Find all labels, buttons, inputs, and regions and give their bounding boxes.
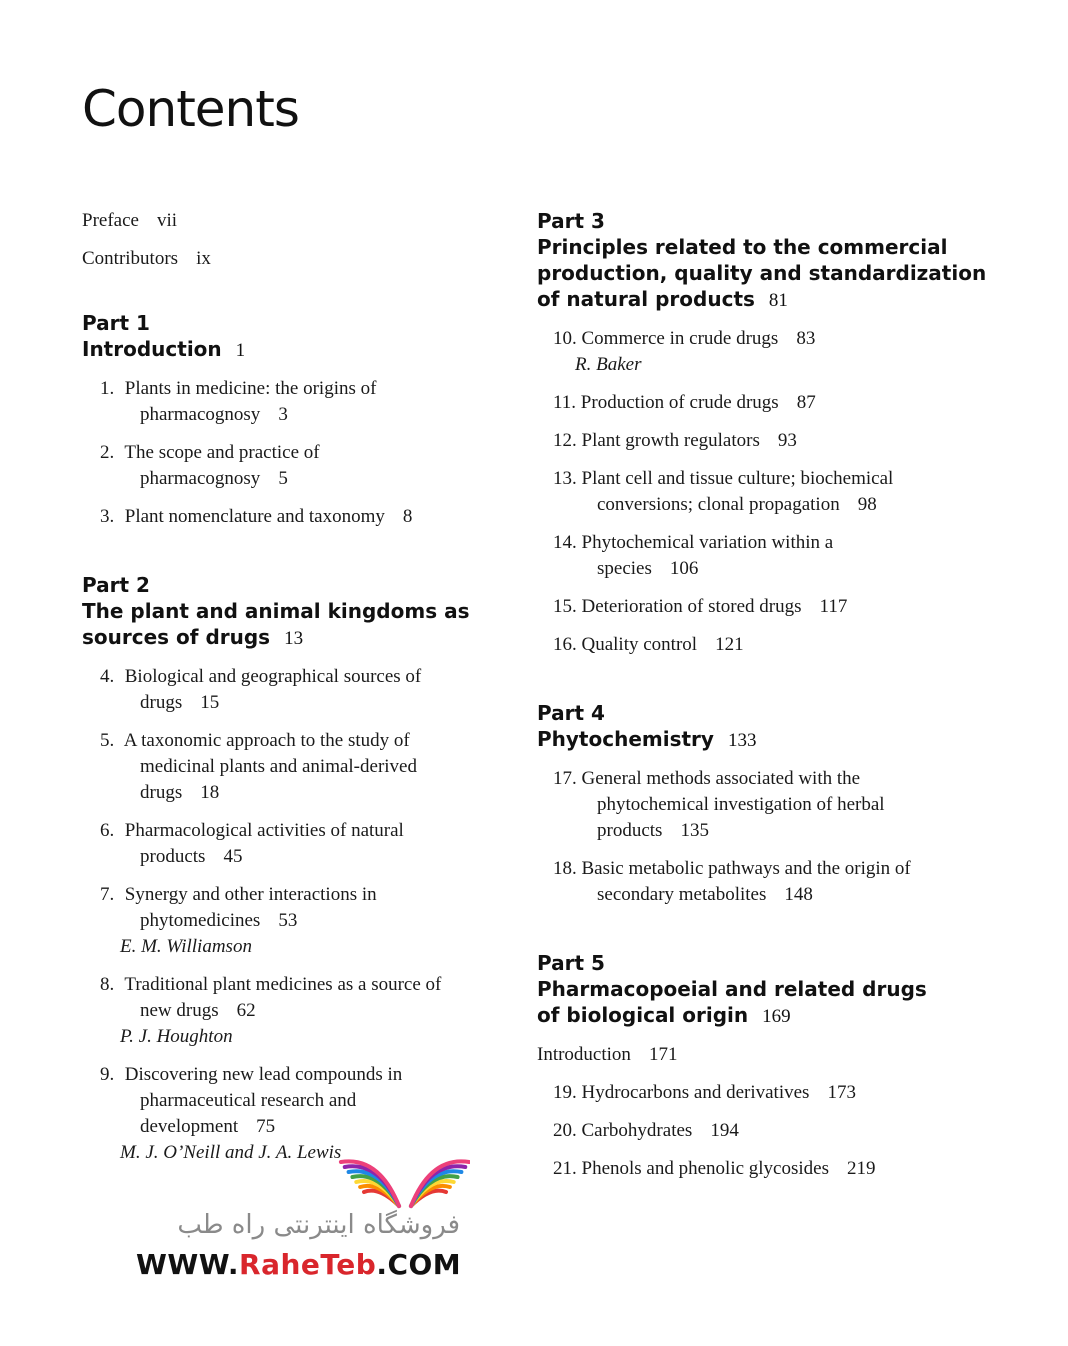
part-title-line [537, 260, 997, 286]
chapter-title-line: Production of crude drugs [580, 392, 779, 413]
chapter-entry [537, 1156, 997, 1182]
page-number: 171 [648, 1044, 678, 1065]
chapter-author: P. J. Houghton [120, 1026, 233, 1047]
watermark-persian-text: فروشگاه اینترنتی راه طب [177, 1210, 460, 1240]
chapter-title-line: Hydrocarbons and derivatives [581, 1082, 810, 1103]
chapter-author: R. Baker [575, 354, 642, 375]
chapter-entry [537, 856, 997, 908]
part-title-line [82, 336, 502, 364]
page-number: 53 [278, 910, 298, 931]
chapter-entry: 7. Synergy and other interactions in phytomedicines 53 E. M. Williamson [82, 882, 502, 960]
chapter-entry: 2. The scope and practice of pharmacognosy 5 [100, 442, 320, 489]
page-number: 87 [796, 392, 816, 413]
chapter-title-line: conversions; clonal propagation [597, 494, 840, 515]
page-number: ix [196, 248, 211, 269]
part-title-text: Pharmacopoeial and related drugs [537, 977, 927, 1001]
contents-right-column [537, 208, 997, 1194]
chapter-entry: 3. Plant nomenclature and taxonomy 8 [100, 506, 413, 527]
page-number: 121 [715, 634, 744, 655]
chapter-title-line: Phenols and phenolic glycosides [581, 1158, 829, 1179]
part-title-line [537, 726, 997, 754]
page-number: 13 [284, 628, 304, 649]
entry-label: Preface [82, 210, 139, 231]
part-block [82, 310, 502, 530]
part-heading [82, 310, 502, 364]
chapter-title-line: Deterioration of stored drugs [581, 596, 802, 617]
part-title-text: Phytochemistry [537, 727, 714, 751]
chapter-author: M. J. O’Neill and J. A. Lewis [120, 1142, 342, 1163]
chapter-title-line: drugs [140, 692, 183, 713]
chapter-title-line: species [597, 558, 652, 579]
chapter-number: 21. [553, 1158, 577, 1179]
chapter-entry [537, 766, 997, 844]
part-title-line [537, 234, 997, 260]
chapter-entry [537, 326, 997, 378]
part-label: Part 2 [82, 573, 150, 597]
entry-label: Contributors [82, 248, 179, 269]
url-brand: RaheTeb [239, 1248, 377, 1281]
page-number: 83 [796, 328, 816, 349]
watermark [130, 1148, 470, 1288]
part-title-text: production, quality and standardization [537, 261, 987, 285]
part-title-text: The plant and animal kingdoms as [82, 599, 470, 623]
entry-label: Introduction [537, 1044, 631, 1065]
part-heading [537, 700, 997, 754]
page-number: 148 [784, 884, 813, 905]
chapter-entry: 8. Traditional plant medicines as a source of new drugs 62 P. J. Houghton [82, 972, 502, 1050]
chapter-title-line: phytomedicines [140, 910, 261, 931]
page-number: 98 [857, 494, 877, 515]
chapter-entry [537, 428, 997, 454]
part-title-line [537, 976, 997, 1002]
front-matter-entry [82, 208, 502, 234]
page-number: 173 [827, 1082, 856, 1103]
chapter-entry [537, 632, 997, 658]
book-logo-icon [130, 1148, 470, 1218]
front-matter-entry [82, 246, 502, 272]
chapter-title-line: Plant growth regulators [581, 430, 760, 451]
chapter-title-line: Synergy and other interactions in [124, 884, 377, 905]
url-prefix: WWW. [136, 1248, 240, 1281]
part-title-text: Introduction [82, 337, 222, 361]
part-heading [537, 950, 997, 1030]
chapter-list [537, 766, 997, 908]
chapter-title-line: products [140, 846, 206, 867]
part-title-line [537, 286, 997, 314]
page-number: 5 [278, 468, 288, 489]
chapter-number: 14. [553, 532, 577, 553]
chapter-title-line: Biological and geographical sources of [124, 666, 422, 687]
page-number: 117 [819, 596, 848, 617]
chapter-title-line: Plant nomenclature and taxonomy [124, 506, 385, 527]
chapter-title-line: development [140, 1116, 239, 1137]
chapter-entry [537, 530, 997, 582]
chapter-title-line: Carbohydrates [581, 1120, 693, 1141]
page-number: vii [156, 210, 178, 231]
chapter-number: 15. [553, 596, 577, 617]
page-number: 194 [710, 1120, 739, 1141]
chapter-entry [537, 594, 997, 620]
part-heading [82, 572, 502, 652]
chapter-entry [537, 1118, 997, 1144]
page-number: 219 [847, 1158, 876, 1179]
chapter-title-line: Plant cell and tissue culture; biochemical [581, 468, 894, 489]
chapter-author: E. M. Williamson [120, 936, 252, 957]
page-number: 81 [768, 290, 788, 311]
chapter-number: 19. [553, 1082, 577, 1103]
chapter-title-line: Pharmacological activities of natural [124, 820, 404, 841]
page-number: 135 [680, 820, 709, 841]
part-label: Part 3 [537, 209, 605, 233]
page-number: 106 [669, 558, 699, 579]
part-label: Part 5 [537, 951, 605, 975]
chapter-entry: 9. Discovering new lead compounds in pharmaceutical research and development 75 M. J. O’Neill and J. A. Lewis [82, 1062, 502, 1166]
page-number: 18 [200, 782, 220, 803]
part-title-text: of biological origin [537, 1003, 749, 1027]
part-label: Part 4 [537, 701, 605, 725]
watermark-url [136, 1248, 461, 1281]
chapter-entry: 5. A taxonomic approach to the study of medicinal plants and animal-derived drugs 18 [100, 730, 417, 803]
chapter-number: 18. [553, 858, 577, 879]
chapter-entry [537, 1080, 997, 1106]
page-number: 45 [223, 846, 243, 867]
chapter-entry: 6. Pharmacological activities of natural products 45 [100, 820, 404, 867]
chapter-title-line: Discovering new lead compounds in [124, 1064, 403, 1085]
chapter-title-line: pharmacognosy [140, 404, 261, 425]
chapter-list [82, 664, 502, 1166]
chapter-title-line: Commerce in crude drugs [581, 328, 779, 349]
chapter-title-line: Phytochemical variation within a [581, 532, 834, 553]
part-block [537, 700, 997, 908]
chapter-title-line: A taxonomic approach to the study of [123, 730, 410, 751]
chapter-title-line: The scope and practice of [124, 442, 320, 463]
part-block [82, 572, 502, 1166]
chapter-title-line: medicinal plants and animal-derived [140, 756, 417, 777]
part-title-text: sources of drugs [82, 625, 271, 649]
part-title-line [82, 598, 502, 624]
chapter-entry: 1. Plants in medicine: the origins of pharmacognosy 3 [100, 378, 377, 425]
contents-left-column [82, 208, 502, 1178]
url-suffix: .COM [376, 1248, 462, 1281]
chapter-list [537, 326, 997, 658]
chapter-title-line: phytochemical investigation of herbal [597, 794, 885, 815]
chapter-number: 13. [553, 468, 577, 489]
chapter-title-line: products [597, 820, 663, 841]
chapter-title-line: Quality control [581, 634, 698, 655]
chapter-entry [537, 466, 997, 518]
chapter-number: 12. [553, 430, 577, 451]
chapter-title-line: Basic metabolic pathways and the origin of [581, 858, 911, 879]
page-number: 75 [256, 1116, 276, 1137]
page-number: 133 [727, 730, 757, 751]
chapter-title-line: pharmaceutical research and [140, 1090, 357, 1111]
chapter-entry: 4. Biological and geographical sources of drugs 15 [100, 666, 422, 713]
chapter-list [537, 1042, 997, 1182]
page-number: 1 [235, 340, 246, 361]
chapter-list [82, 376, 502, 530]
part-block [537, 208, 997, 658]
page-number: 15 [200, 692, 220, 713]
chapter-title-line: General methods associated with the [581, 768, 861, 789]
part-block [537, 950, 997, 1182]
chapter-number: 16. [553, 634, 577, 655]
chapter-number: 11. [553, 392, 577, 413]
chapter-number: 20. [553, 1120, 577, 1141]
page-number: 3 [278, 404, 288, 425]
part-label: Part 1 [82, 311, 150, 335]
chapter-title-line: Plants in medicine: the origins of [124, 378, 377, 399]
chapter-entry [537, 390, 997, 416]
chapter-title-line: secondary metabolites [597, 884, 767, 905]
page-number: 93 [777, 430, 797, 451]
page-number: 8 [402, 506, 413, 527]
part-title-line [82, 624, 502, 652]
chapter-number: 17. [553, 768, 577, 789]
part-title-text: Principles related to the commercial [537, 235, 948, 259]
chapter-title-line: new drugs [140, 1000, 219, 1021]
chapter-title-line: drugs [140, 782, 183, 803]
part-heading [537, 208, 997, 314]
part-title-line [537, 1002, 997, 1030]
chapter-title-line: pharmacognosy [140, 468, 261, 489]
chapter-number: 10. [553, 328, 577, 349]
intro-entry [537, 1042, 997, 1068]
part-title-text: of natural products [537, 287, 755, 311]
page-title: Contents [82, 80, 299, 138]
chapter-title-line: Traditional plant medicines as a source of [124, 974, 442, 995]
page-number: 62 [236, 1000, 256, 1021]
page-number: 169 [762, 1006, 791, 1027]
